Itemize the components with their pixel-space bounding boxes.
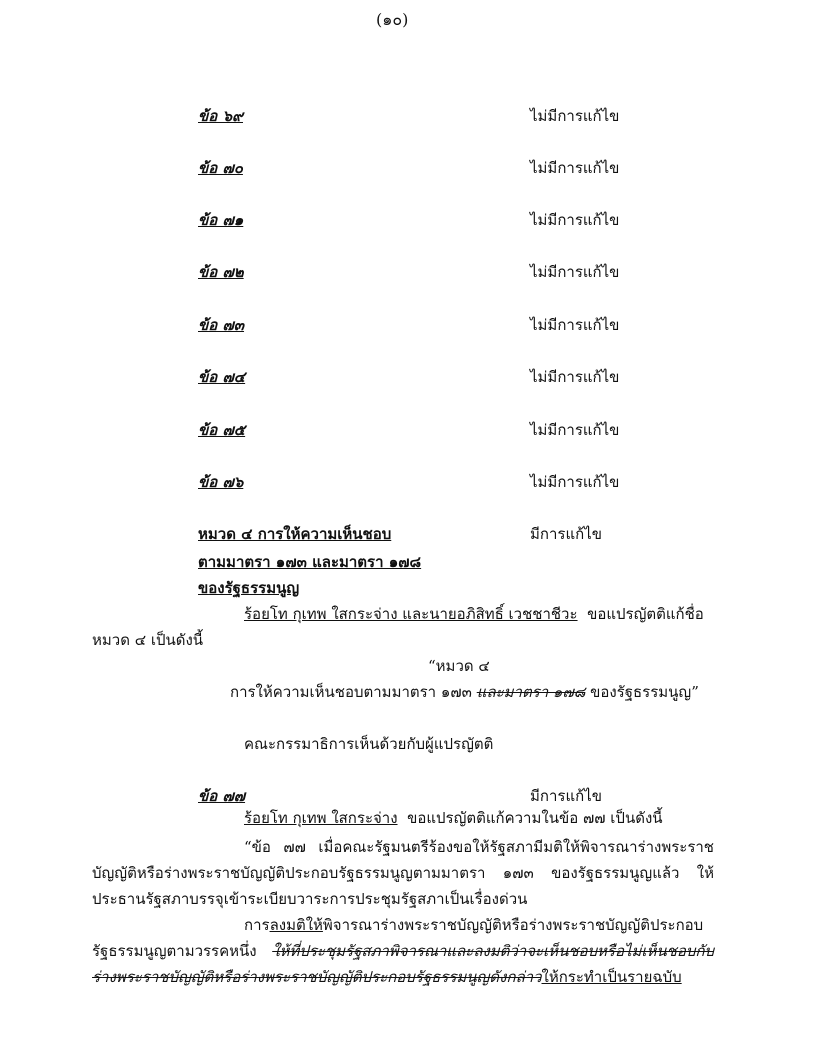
item-status: ไม่มีการแก้ไข xyxy=(530,368,620,386)
para2-struck-text: ให้ที่ประชุมรัฐสภาพิจารณาและลงมติว่าจะเห็นชอบหรือไม่เห็นชอบกับร่างพระราชบัญญัติหรือร่างพระราชบัญญัติประกอบรัฐธรรมนูญดังกล่าว xyxy=(92,942,714,986)
item-label: ข้อ ๗๔ xyxy=(198,368,246,386)
item-label: ข้อ ๖๙ xyxy=(198,107,243,125)
committee-opinion: คณะกรรมาธิการเห็นด้วยกับผู้แปรญัตติ xyxy=(244,735,494,753)
item-status: ไม่มีการแก้ไข xyxy=(530,421,620,439)
quote-title: “หมวด ๔ xyxy=(428,657,490,675)
page-number: (๑๐) xyxy=(376,10,409,29)
chapter-heading-line-3: ของรัฐธรรมนูญ xyxy=(198,579,300,597)
quote-text-b: ของรัฐธรรมนูญ” xyxy=(590,683,699,701)
chapter-proposal-text: ขอแปรญัตติแก้ชื่อ xyxy=(587,605,704,623)
item-status: ไม่มีการแก้ไข xyxy=(530,263,620,281)
item-label: ข้อ ๗๒ xyxy=(198,263,244,281)
chapter-proposal-line-2: หมวด ๔ เป็นดังนี้ xyxy=(92,631,204,649)
article-77-paragraph-2 xyxy=(92,912,714,990)
quote-struck-text: และมาตรา ๑๗๘ xyxy=(476,683,586,701)
para2-underlined: ลงมติให้ xyxy=(269,916,323,934)
para2-start: การ xyxy=(244,916,270,934)
para2-end: ให้กระทำเป็นรายฉบับ xyxy=(541,968,682,986)
item-label: ข้อ ๗๑ xyxy=(198,211,244,229)
article-77-proposal-text: ขอแปรญัตติแก้ความในข้อ ๗๗ เป็นดังนี้ xyxy=(407,809,663,827)
chapter-heading-line-2: ตามมาตรา ๑๗๓ และมาตรา ๑๗๘ xyxy=(198,553,422,571)
item-label: ข้อ ๗๖ xyxy=(198,473,244,491)
item-status: ไม่มีการแก้ไข xyxy=(530,211,620,229)
article-77-paragraph-1: “ข้อ ๗๗ เมื่อคณะรัฐมนตรีร้องขอให้รัฐสภามีมติให้พิจารณาร่างพระราชบัญญัติหรือร่างพระราชบัญญัติประกอบรัฐธรรมนูญตามมาตรา ๑๗๓ ของรัฐธรรมนูญแล้ว ให้ประธานรัฐสภาบรรจุเข้าระเบียบวาระการประชุมรัฐสภาเป็นเรื่องด่วน xyxy=(92,838,714,908)
chapter-proposal-line-1 xyxy=(244,604,704,624)
item-label: ข้อ ๗๕ xyxy=(198,421,246,439)
item-label: ข้อ ๗๓ xyxy=(198,316,245,334)
item-label: ข้อ ๗๐ xyxy=(198,159,243,177)
para2-middle: พิจารณาร่างพระราชบัญญัติหรือร่างพระราชบัญญัติประกอบรัฐธรรมนูญตามวรรคหนึ่ง xyxy=(92,916,704,960)
article-77-status: มีการแก้ไข xyxy=(530,787,602,805)
article-77-label: ข้อ ๗๗ xyxy=(198,787,246,805)
quote-line xyxy=(230,682,699,702)
item-status: ไม่มีการแก้ไข xyxy=(530,159,620,177)
article-77-proposal xyxy=(244,808,663,828)
chapter-status: มีการแก้ไข xyxy=(530,525,602,543)
chapter-heading-line-1: หมวด ๔ การให้ความเห็นชอบ xyxy=(198,525,392,543)
chapter-proposer: ร้อยโท กุเทพ ใสกระจ่าง และนายอภิสิทธิ์ เวชชาชีวะ xyxy=(244,605,578,623)
article-77-proposer: ร้อยโท กุเทพ ใสกระจ่าง xyxy=(244,809,398,827)
item-status: ไม่มีการแก้ไข xyxy=(530,107,620,125)
item-status: ไม่มีการแก้ไข xyxy=(530,473,620,491)
quote-text-a: การให้ความเห็นชอบตามมาตรา ๑๗๓ xyxy=(230,683,472,701)
item-status: ไม่มีการแก้ไข xyxy=(530,316,620,334)
